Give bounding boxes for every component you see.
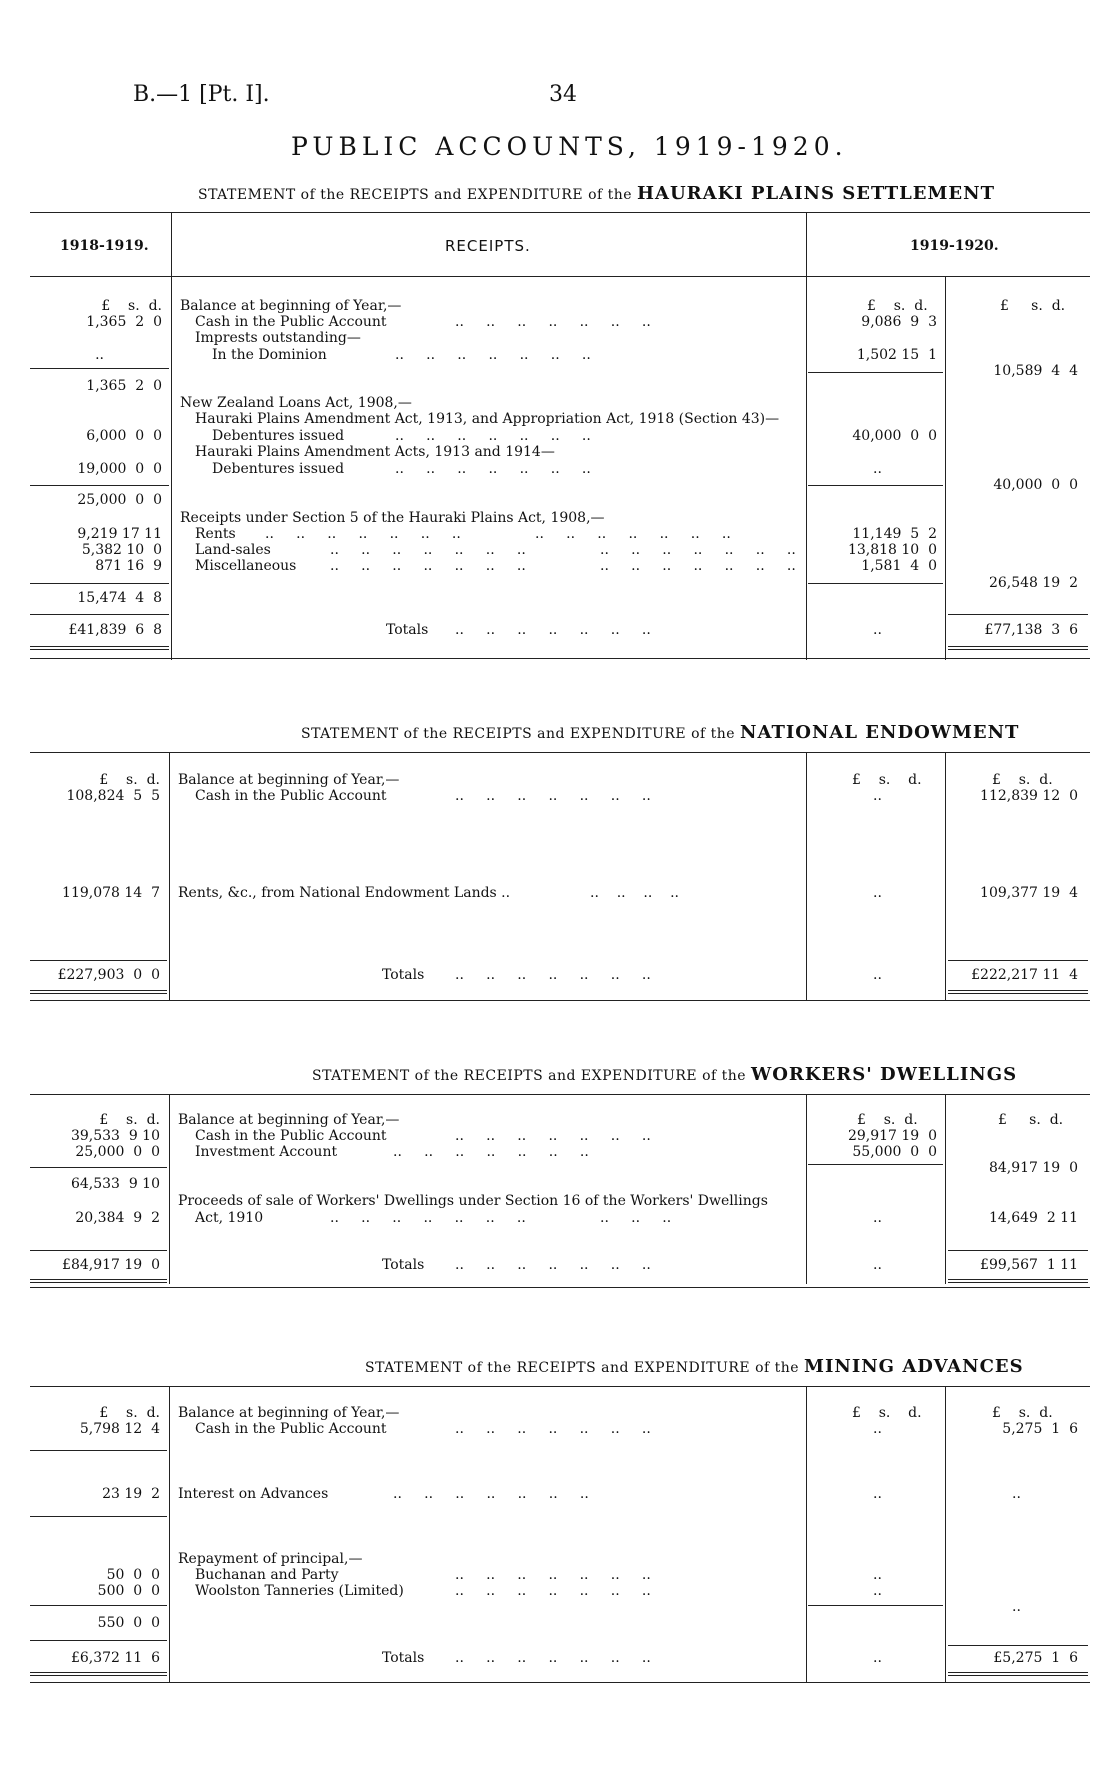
prev-amount: 119,078 14 7	[62, 885, 160, 901]
rule	[948, 1279, 1088, 1280]
row-label: Balance at beginning of Year,—	[178, 1112, 400, 1128]
rule	[30, 752, 1090, 753]
dot-leader: .. .. .. .. .. .. ..	[455, 1128, 651, 1144]
rule	[808, 372, 943, 373]
row-label: Debentures issued	[212, 428, 345, 444]
rule	[30, 1000, 1090, 1001]
dot-leader: .. .. .. .. .. .. ..	[455, 1257, 651, 1273]
rule	[30, 583, 169, 584]
totals-label: Totals	[382, 967, 425, 983]
total-amount: ..	[1012, 1486, 1021, 1502]
dot-leader: .. .. .. .. .. .. ..	[455, 1421, 651, 1437]
statement-name: HAURAKI PLAINS SETTLEMENT	[637, 183, 995, 204]
rule	[30, 960, 167, 961]
unit-header: £ s. d.	[867, 298, 928, 314]
sub-amount: 1,581 4 0	[861, 558, 937, 574]
unit-header: £ s. d.	[99, 1405, 160, 1421]
row-label: Cash in the Public Account	[195, 1128, 387, 1144]
rule	[808, 1605, 943, 1606]
column-header-receipts: RECEIPTS.	[445, 237, 531, 255]
dot-leader: .. .. .. .. .. .. ..	[455, 622, 651, 638]
column-divider	[945, 752, 946, 1000]
row-label: Debentures issued	[212, 461, 345, 477]
hauraki-statement-heading	[198, 183, 995, 204]
totals-label: Totals	[382, 1257, 425, 1273]
rule	[948, 990, 1088, 991]
sub-amount: 29,917 19 0	[847, 1128, 937, 1144]
prev-amount: 19,000 0 0	[77, 461, 162, 477]
total-amount: 109,377 19 4	[980, 885, 1078, 901]
sub-amount: 9,086 9 3	[861, 314, 937, 330]
row-label: In the Dominion	[212, 347, 327, 363]
prev-subtotal: 1,365 2 0	[86, 378, 162, 394]
dot-leader: .. .. .. .. .. .. ..	[455, 314, 651, 330]
statement-prefix: STATEMENT of the RECEIPTS and EXPENDITURE of the	[365, 1360, 800, 1376]
rule	[30, 1640, 167, 1641]
prev-amount: 25,000 0 0	[75, 1144, 160, 1160]
unit-header: £ s. d.	[1000, 298, 1066, 314]
dot-leader: .. .. .. .. .. .. ..	[330, 1210, 526, 1226]
total-amount: 10,589 4 4	[993, 363, 1078, 379]
rule	[30, 1516, 167, 1517]
column-divider	[945, 1094, 946, 1284]
statement-name: NATIONAL ENDOWMENT	[740, 722, 1020, 743]
total-amount: 26,548 19 2	[988, 575, 1078, 591]
unit-header: £ s. d.	[101, 298, 162, 314]
rule	[808, 583, 943, 584]
rule	[30, 993, 167, 994]
total-amount: 112,839 12 0	[980, 788, 1078, 804]
prev-subtotal: 15,474 4 8	[77, 590, 162, 606]
total-amount: 84,917 19 0	[988, 1160, 1078, 1176]
rule	[30, 1675, 167, 1676]
column-divider	[806, 1094, 807, 1284]
total-amount: 40,000 0 0	[993, 477, 1078, 493]
rule	[30, 990, 167, 991]
row-label: Rents, &c., from National Endowment Lands ..	[178, 885, 511, 901]
dot-leader: .. .. .. .. .. .. ..	[600, 558, 796, 574]
sub-amount: 11,149 5 2	[852, 526, 937, 542]
column-divider	[945, 276, 946, 660]
rule	[30, 1279, 167, 1280]
totals-amount: £99,567 1 11	[980, 1257, 1078, 1273]
rule	[30, 1282, 167, 1283]
row-label: Cash in the Public Account	[195, 1421, 387, 1437]
sub-amount: ..	[873, 1567, 882, 1583]
sub-amount: 13,818 10 0	[847, 542, 937, 558]
row-label: Hauraki Plains Amendment Act, 1913, and Appropriation Act, 1918 (Section 43)—	[195, 411, 780, 427]
sub-amount: 1,502 15 1	[856, 347, 937, 363]
prev-amount: 23 19 2	[102, 1486, 160, 1502]
totals-label: Totals	[382, 1650, 425, 1666]
rule	[30, 658, 1090, 659]
rule	[30, 1605, 167, 1606]
row-label: Balance at beginning of Year,—	[178, 1405, 400, 1421]
row-label: Balance at beginning of Year,—	[178, 772, 400, 788]
total-amount: ..	[1012, 1599, 1021, 1615]
page-title: PUBLIC ACCOUNTS, 1919-1920.	[291, 132, 848, 161]
dot-leader: .. .. .. .. .. .. ..	[600, 542, 796, 558]
sub-amount: ..	[873, 1210, 882, 1226]
workers-statement-heading	[312, 1064, 1017, 1085]
row-label: Proceeds of sale of Workers' Dwellings under Section 16 of the Workers' Dwellings	[178, 1193, 768, 1209]
totals-prev: £227,903 0 0	[57, 967, 160, 983]
mining-statement-heading	[365, 1356, 1024, 1377]
rule	[30, 649, 169, 650]
prev-subtotal: 550 0 0	[97, 1615, 160, 1631]
rule	[948, 1282, 1088, 1283]
rule	[948, 649, 1088, 650]
column-header-prev: 1918-1919.	[60, 238, 149, 254]
row-label: Cash in the Public Account	[195, 314, 387, 330]
rule	[948, 1250, 1088, 1251]
totals-amount: £77,138 3 6	[984, 622, 1078, 638]
sub-amount: ..	[873, 1583, 882, 1599]
totals-amount: £5,275 1 6	[993, 1650, 1078, 1666]
dot-leader: .. .. .. .. .. .. ..	[455, 1650, 651, 1666]
prev-amount: 871 16 9	[95, 558, 162, 574]
column-divider	[169, 1094, 170, 1284]
unit-header: £ s. d.	[99, 772, 160, 788]
sub-amount: ..	[873, 1486, 882, 1502]
totals-sub: ..	[873, 1650, 882, 1666]
rule	[30, 368, 169, 369]
rule	[30, 1682, 1090, 1683]
rule	[948, 960, 1088, 961]
sub-amount: ..	[873, 885, 882, 901]
prev-amount: 39,533 9 10	[70, 1128, 160, 1144]
dot-leader: .. .. .. .. .. .. ..	[395, 428, 591, 444]
prev-amount: 108,824 5 5	[66, 788, 160, 804]
rule	[948, 646, 1088, 647]
totals-amount: £222,217 11 4	[971, 967, 1078, 983]
rule	[30, 212, 1090, 213]
sub-amount: 55,000 0 0	[852, 1144, 937, 1160]
unit-header: £ s. d.	[992, 772, 1053, 788]
sub-amount: 40,000 0 0	[852, 428, 937, 444]
unit-header: £ s. d.	[852, 772, 922, 788]
totals-prev: £84,917 19 0	[62, 1257, 160, 1273]
unit-header: £ s. d.	[998, 1112, 1064, 1128]
prev-subtotal: 25,000 0 0	[77, 492, 162, 508]
unit-header: £ s. d.	[857, 1112, 918, 1128]
rule	[30, 646, 169, 647]
rule	[948, 1672, 1088, 1673]
column-divider	[169, 1386, 170, 1682]
totals-sub: ..	[873, 622, 882, 638]
rule	[30, 1250, 167, 1251]
national-statement-heading	[301, 722, 1019, 743]
prev-amount: 5,798 12 4	[79, 1421, 160, 1437]
statement-prefix: STATEMENT of the RECEIPTS and EXPENDITURE of the	[198, 187, 633, 203]
statement-name: WORKERS' DWELLINGS	[751, 1064, 1018, 1085]
dot-leader: .. .. .. .. .. .. ..	[455, 788, 651, 804]
column-divider	[171, 212, 172, 660]
rule	[30, 1672, 167, 1673]
row-label: Buchanan and Party	[195, 1567, 339, 1583]
rule	[30, 1386, 1090, 1387]
rule	[30, 1094, 1090, 1095]
column-divider	[945, 1386, 946, 1682]
dot-leader: .. .. .. .. .. .. ..	[455, 1567, 651, 1583]
prev-amount: 500 0 0	[97, 1583, 160, 1599]
dot-leader: .. .. .. .. .. .. ..	[395, 461, 591, 477]
unit-header: £ s. d.	[852, 1405, 922, 1421]
prev-amount: 1,365 2 0	[86, 314, 162, 330]
sub-amount: ..	[873, 461, 882, 477]
dot-leader: .. .. .. .. .. .. ..	[265, 526, 461, 542]
totals-prev: £41,839 6 8	[68, 622, 162, 638]
rule	[948, 1645, 1088, 1646]
row-label: Land-sales	[195, 542, 271, 558]
sub-amount: ..	[873, 788, 882, 804]
dot-leader: .. .. .. .. .. .. ..	[395, 347, 591, 363]
totals-label: Totals	[386, 622, 429, 638]
prev-amount: 20,384 9 2	[75, 1210, 160, 1226]
dot-leader: .. .. .. .. .. .. ..	[330, 542, 526, 558]
statement-name: MINING ADVANCES	[804, 1356, 1024, 1377]
rule	[30, 485, 169, 486]
totals-sub: ..	[873, 1257, 882, 1273]
prev-subtotal: 64,533 9 10	[70, 1176, 160, 1192]
rule	[30, 1167, 167, 1168]
dot-leader: .. .. .. .. .. .. ..	[330, 558, 526, 574]
rule	[808, 485, 943, 486]
column-header-cur: 1919-1920.	[910, 238, 999, 254]
statement-prefix: STATEMENT of the RECEIPTS and EXPENDITURE of the	[312, 1068, 747, 1084]
row-label: New Zealand Loans Act, 1908,—	[180, 395, 412, 411]
row-label: Balance at beginning of Year,—	[180, 298, 402, 314]
row-label: Cash in the Public Account	[195, 788, 387, 804]
column-divider	[806, 1386, 807, 1682]
column-divider	[806, 212, 807, 660]
column-divider	[169, 752, 170, 1000]
rule	[30, 1450, 167, 1451]
totals-sub: ..	[873, 967, 882, 983]
dot-leader: .. .. .. .. .. .. ..	[393, 1144, 589, 1160]
rule	[948, 1675, 1088, 1676]
prev-amount: 6,000 0 0	[86, 428, 162, 444]
row-label: Rents	[195, 526, 236, 542]
dot-leader: .. .. .. .. .. .. ..	[393, 1486, 589, 1502]
sub-amount: ..	[873, 1421, 882, 1437]
total-amount: 14,649 2 11	[988, 1210, 1078, 1226]
dot-leader: .. .. .. ..	[590, 885, 680, 901]
dot-leader: .. .. .. .. .. .. ..	[455, 1583, 651, 1599]
row-label: Receipts under Section 5 of the Hauraki Plains Act, 1908,—	[180, 510, 605, 526]
page-number: 34	[549, 82, 577, 107]
prev-amount: 9,219 17 11	[77, 526, 162, 542]
dot-leader: .. .. ..	[600, 1210, 672, 1226]
prev-amount: 50 0 0	[106, 1567, 160, 1583]
row-label: Investment Account	[195, 1144, 338, 1160]
dot-leader: .. .. .. .. .. .. ..	[535, 526, 731, 542]
row-label: Act, 1910	[195, 1210, 264, 1226]
rule	[30, 1287, 1090, 1288]
rule	[30, 276, 1090, 277]
dot-leader: .. .. .. .. .. .. ..	[455, 967, 651, 983]
row-label: Repayment of principal,—	[178, 1551, 363, 1567]
row-label: Woolston Tanneries (Limited)	[195, 1583, 404, 1599]
row-label: Hauraki Plains Amendment Acts, 1913 and 1914—	[195, 444, 555, 460]
prev-amount: ..	[95, 347, 104, 363]
page-reference: B.—1 [Pt. I].	[133, 82, 270, 107]
row-label: Interest on Advances	[178, 1486, 329, 1502]
rule	[948, 993, 1088, 994]
total-amount: 5,275 1 6	[1002, 1421, 1078, 1437]
rule	[948, 614, 1088, 615]
rule	[30, 614, 169, 615]
statement-prefix: STATEMENT of the RECEIPTS and EXPENDITURE of the	[301, 726, 736, 742]
row-label: Imprests outstanding—	[195, 330, 361, 346]
unit-header: £ s. d.	[992, 1405, 1053, 1421]
totals-prev: £6,372 11 6	[70, 1650, 160, 1666]
prev-amount: 5,382 10 0	[81, 542, 162, 558]
unit-header: £ s. d.	[99, 1112, 160, 1128]
row-label: Miscellaneous	[195, 558, 297, 574]
rule	[808, 1164, 943, 1165]
column-divider	[806, 752, 807, 1000]
